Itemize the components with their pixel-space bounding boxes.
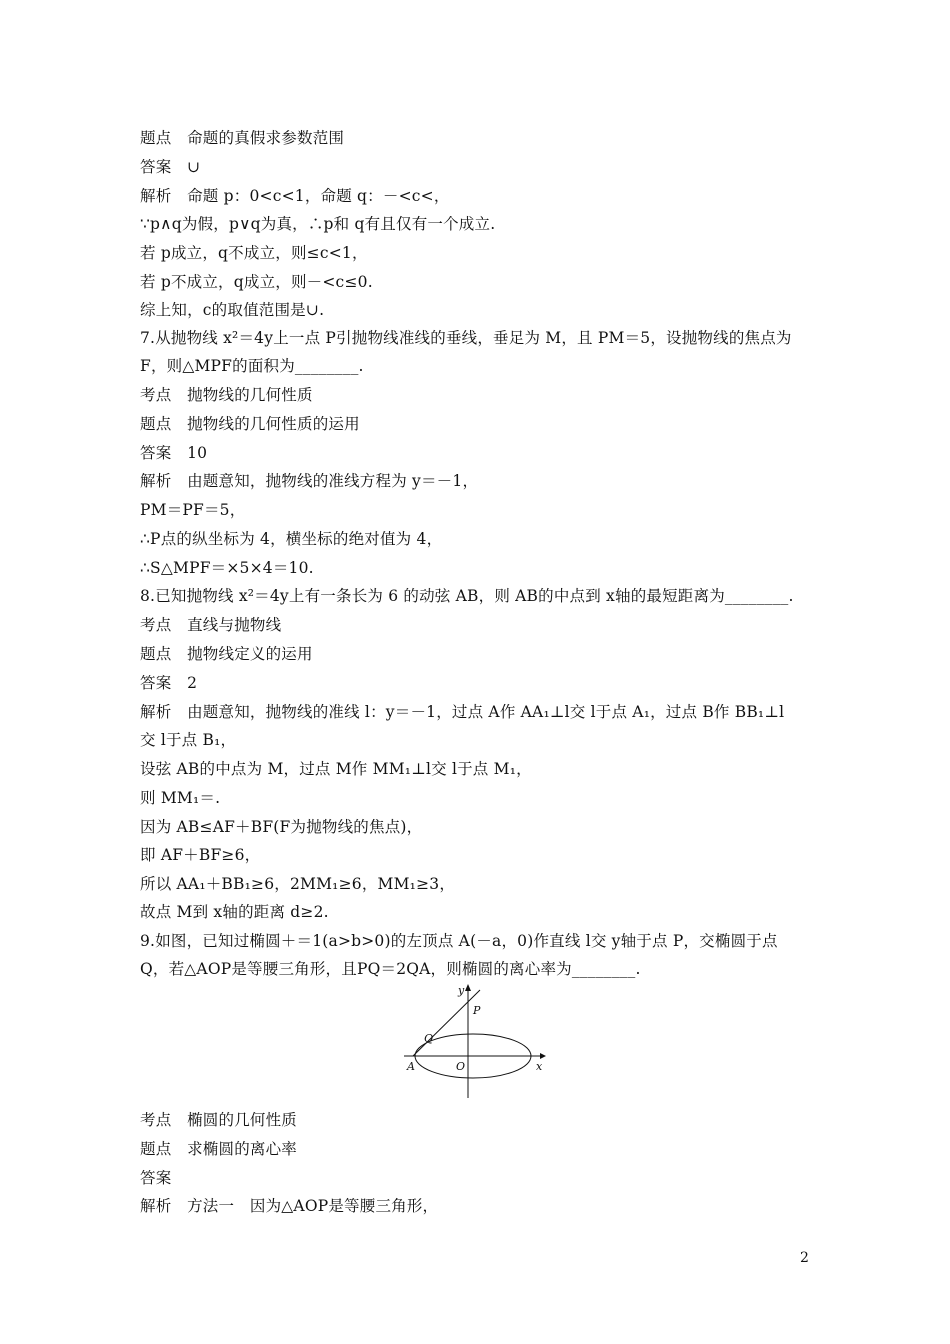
label-Q: Q (424, 1032, 434, 1045)
text-line: 交 l于点 B₁， (140, 731, 237, 749)
text-line: 8.已知抛物线 x²＝4y上有一条长为 6 的动弦 AB，则 AB的中点到 x轴的最短距离为________. (140, 587, 794, 605)
text-line: 所以 AA₁＋BB₁≥6，2MM₁≥6，MM₁≥3， (140, 875, 456, 893)
text-line: 综上知，c的取值范围是∪. (140, 301, 325, 319)
text-line: 题点 抛物线定义的运用 (140, 645, 313, 663)
text-line: ∴P点的纵坐标为 4，横坐标的绝对值为 4， (140, 530, 443, 548)
text-line: 解析 命题 p：0<c<1，命题 q：－<c<， (140, 187, 450, 205)
text-line: 考点 直线与抛物线 (140, 616, 282, 634)
text-line: F，则△MPF的面积为________. (140, 357, 364, 375)
label-A: A (407, 1060, 415, 1073)
text-line: 解析 由题意知，抛物线的准线方程为 y＝－1， (140, 472, 479, 490)
text-line: ∴S△MPF＝×5×4＝10. (140, 559, 314, 577)
ellipse-figure (400, 982, 550, 1100)
text-line: 则 MM₁＝. (140, 789, 221, 807)
text-line: 解析 方法一 因为△AOP是等腰三角形， (140, 1197, 439, 1215)
text-line: 故点 M到 x轴的距离 d≥2. (140, 903, 329, 921)
label-P: P (473, 1004, 481, 1017)
line-l (413, 990, 480, 1056)
x-axis-arrow (540, 1053, 546, 1059)
label-x: x (536, 1060, 543, 1073)
text-line: 解析 由题意知，抛物线的准线 l：y＝－1，过点 A作 AA₁⊥l交 l于点 A₁，过点 B作 BB₁⊥l (140, 703, 785, 721)
text-line: 因为 AB≤AF＋BF(F为抛物线的焦点)， (140, 818, 423, 836)
text-line: 题点 命题的真假求参数范围 (140, 129, 345, 147)
text-line: 若 p不成立，q成立，则－<c≤0. (140, 273, 373, 291)
page-number: 2 (800, 1250, 809, 1266)
text-line: 即 AF＋BF≥6， (140, 846, 261, 864)
text-line: 答案 (140, 1169, 172, 1187)
text-line: Q，若△AOP是等腰三角形，且PQ＝2QA，则椭圆的离心率为________. (140, 960, 641, 978)
text-line: 7.从抛物线 x²＝4y上一点 P引抛物线准线的垂线，垂足为 M，且 PM＝5，设抛物线的焦点为 (140, 329, 792, 347)
text-line: PM＝PF＝5， (140, 501, 246, 519)
text-line: 题点 求椭圆的离心率 (140, 1140, 298, 1158)
text-line: 答案 2 (140, 674, 198, 692)
text-line: 题点 抛物线的几何性质的运用 (140, 415, 360, 433)
label-O: O (456, 1060, 466, 1073)
text-line: 考点 椭圆的几何性质 (140, 1111, 298, 1129)
text-line: 若 p成立，q不成立，则≤c<1， (140, 244, 368, 262)
text-line: 答案 10 (140, 444, 208, 462)
label-y: y (458, 984, 465, 997)
y-axis-arrow (465, 984, 471, 991)
text-line: 考点 抛物线的几何性质 (140, 386, 313, 404)
text-line: ∵p∧q为假，p∨q为真，∴p和 q有且仅有一个成立. (140, 215, 496, 233)
text-line: 设弦 AB的中点为 M，过点 M作 MM₁⊥l交 l于点 M₁， (140, 760, 532, 778)
text-line: 9.如图，已知过椭圆＋＝1(a>b>0)的左顶点 A(－a，0)作直线 l交 y轴于点 P，交椭圆于点 (140, 932, 778, 950)
text-line: 答案 ∪ (140, 158, 201, 176)
